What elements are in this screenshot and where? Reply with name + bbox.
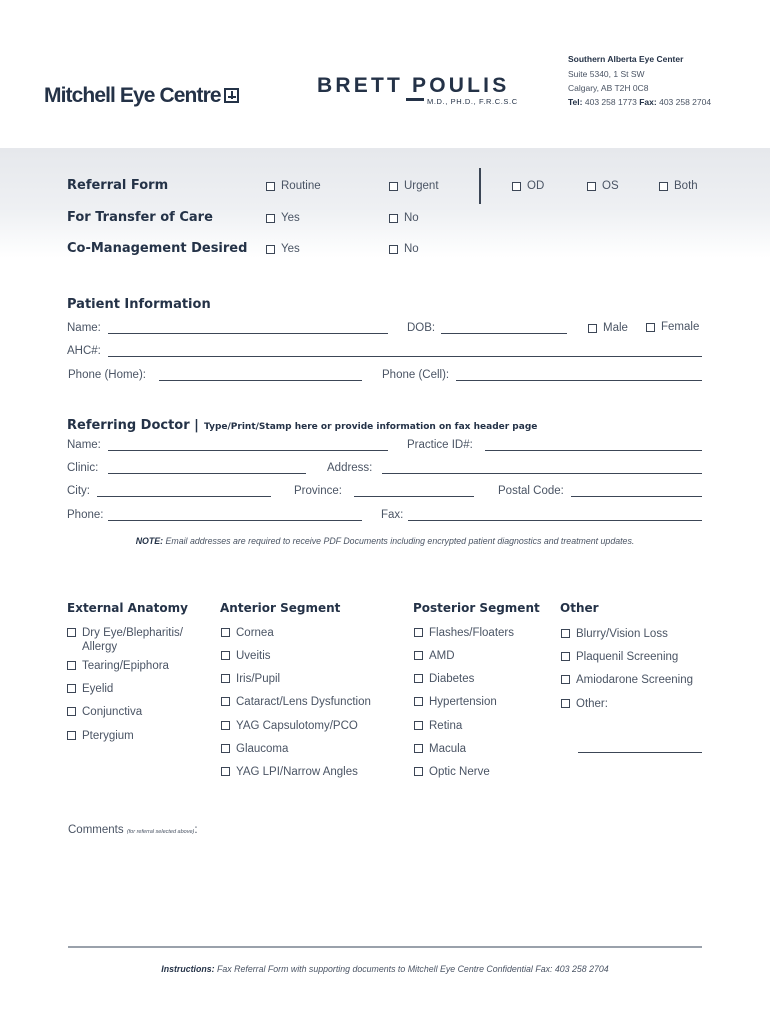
email-note: NOTE: Email addresses are required to receive PDF Documents including encrypted patient diagnostics and treatment updates. (135, 536, 635, 546)
checkbox-icon (221, 697, 230, 706)
city-label: City: (67, 485, 90, 497)
checkbox-icon (414, 744, 423, 753)
footer-rule (68, 946, 702, 948)
checkbox-icon (389, 182, 398, 191)
doctor-phone-field[interactable] (108, 520, 362, 521)
clinic-field[interactable] (108, 473, 306, 474)
postal-code-field[interactable] (571, 496, 702, 497)
referring-doctor-title: Referring Doctor | (67, 418, 199, 433)
posterior-item-flashes[interactable]: Flashes/Floaters (414, 626, 514, 640)
checkbox-icon (659, 182, 668, 191)
checkbox-icon (266, 182, 275, 191)
address-phone: Tel: 403 258 1773 Fax: 403 258 2704 (568, 97, 712, 107)
referring-doctor-subtitle: Type/Print/Stamp here or provide information on fax header page (204, 422, 538, 432)
address-field[interactable] (382, 473, 702, 474)
anterior-item-cornea[interactable]: Cornea (221, 626, 274, 640)
checkbox-icon (389, 214, 398, 223)
posterior-item-optic-nerve[interactable]: Optic Nerve (414, 765, 490, 779)
patient-dob-label: DOB: (407, 322, 436, 334)
clinic-label: Clinic: (67, 462, 99, 474)
checkbox-icon (414, 651, 423, 660)
od-checkbox[interactable]: OD (512, 180, 544, 192)
checkbox-icon (561, 652, 570, 661)
anterior-item-yag-lpi[interactable]: YAG LPI/Narrow Angles (221, 765, 358, 779)
doctor-fax-field[interactable] (408, 520, 702, 521)
patient-dob-field[interactable] (441, 333, 567, 334)
anterior-item-iris-pupil[interactable]: Iris/Pupil (221, 672, 280, 686)
co-management-label: Co-Management Desired (67, 241, 248, 256)
posterior-item-macula[interactable]: Macula (414, 742, 466, 756)
posterior-item-retina[interactable]: Retina (414, 719, 462, 733)
checkbox-icon (646, 323, 655, 332)
posterior-segment-title: Posterior Segment (413, 601, 540, 615)
address-street: Suite 5340, 1 St SW (568, 69, 645, 79)
doctor-credentials: M.D., PH.D., F.R.C.S.C (427, 97, 518, 106)
other-title: Other (560, 601, 599, 615)
other-item-other[interactable]: Other: (561, 697, 608, 711)
checkbox-icon (67, 628, 76, 637)
address-city: Calgary, AB T2H 0C8 (568, 83, 649, 93)
comanagement-no-checkbox[interactable]: No (389, 243, 419, 255)
phone-home-field[interactable] (159, 380, 362, 381)
postal-code-label: Postal Code: (498, 485, 564, 497)
doctor-name: BRETT POULIS (317, 74, 510, 97)
comments-label: Comments (for referral selected above): (68, 824, 198, 836)
checkbox-icon (414, 697, 423, 706)
checkbox-icon (67, 684, 76, 693)
phone-cell-field[interactable] (456, 380, 702, 381)
checkbox-icon (67, 707, 76, 716)
anterior-item-uveitis[interactable]: Uveitis (221, 649, 271, 663)
anterior-item-glaucoma[interactable]: Glaucoma (221, 742, 288, 756)
posterior-item-hypertension[interactable]: Hypertension (414, 695, 497, 709)
female-checkbox[interactable]: Female (646, 321, 699, 333)
checkbox-icon (561, 699, 570, 708)
checkbox-icon (221, 767, 230, 776)
checkbox-icon (221, 744, 230, 753)
posterior-item-amd[interactable]: AMD (414, 649, 455, 663)
checkbox-icon (67, 731, 76, 740)
mitchell-logo (44, 84, 239, 108)
doctor-name-field[interactable] (108, 450, 388, 451)
routine-checkbox[interactable]: Routine (266, 180, 321, 192)
checkbox-icon (389, 245, 398, 254)
checkbox-icon (561, 629, 570, 638)
ahc-label: AHC#: (67, 345, 101, 357)
transfer-of-care-label: For Transfer of Care (67, 210, 213, 225)
checkbox-icon (221, 651, 230, 660)
checkbox-icon (414, 674, 423, 683)
external-item-dry-eye[interactable]: Dry Eye/Blepharitis/ Allergy (67, 626, 183, 654)
external-item-tearing[interactable]: Tearing/Epiphora (67, 659, 169, 673)
checkbox-icon (266, 214, 275, 223)
external-item-conjunctiva[interactable]: Conjunctiva (67, 705, 142, 719)
logo-cross-icon (224, 88, 239, 103)
anterior-item-yag-capsulotomy[interactable]: YAG Capsulotomy/PCO (221, 719, 358, 733)
phone-home-label: Phone (Home): (68, 369, 146, 381)
other-specify-field[interactable] (578, 752, 702, 753)
practice-id-label: Practice ID#: (407, 439, 473, 451)
comments-area[interactable] (68, 842, 702, 938)
external-item-pterygium[interactable]: Pterygium (67, 729, 134, 743)
city-field[interactable] (97, 496, 271, 497)
transfer-yes-checkbox[interactable]: Yes (266, 212, 300, 224)
doctor-phone-label: Phone: (67, 509, 104, 521)
doctor-fax-label: Fax: (381, 509, 404, 521)
province-field[interactable] (354, 496, 474, 497)
phone-cell-label: Phone (Cell): (382, 369, 450, 381)
both-checkbox[interactable]: Both (659, 180, 698, 192)
checkbox-icon (414, 721, 423, 730)
address-name: Southern Alberta Eye Center (568, 54, 684, 64)
ahc-field[interactable] (108, 356, 702, 357)
other-item-blurry[interactable]: Blurry/Vision Loss (561, 627, 668, 641)
posterior-item-diabetes[interactable]: Diabetes (414, 672, 474, 686)
urgent-checkbox[interactable]: Urgent (389, 180, 439, 192)
checkbox-icon (512, 182, 521, 191)
doctor-name-label: Name: (67, 439, 101, 451)
referring-doctor-heading (67, 414, 537, 433)
patient-name-field[interactable] (108, 333, 388, 334)
external-item-eyelid[interactable]: Eyelid (67, 682, 113, 696)
practice-id-field[interactable] (485, 450, 702, 451)
checkbox-icon (414, 628, 423, 637)
province-label: Province: (294, 485, 342, 497)
other-item-plaquenil[interactable]: Plaquenil Screening (561, 650, 678, 664)
os-checkbox[interactable]: OS (587, 180, 619, 192)
anterior-segment-title: Anterior Segment (220, 601, 341, 615)
checkbox-icon (561, 675, 570, 684)
checkbox-icon (221, 628, 230, 637)
comanagement-yes-checkbox[interactable]: Yes (266, 243, 300, 255)
patient-info-title: Patient Information (67, 297, 211, 312)
referral-form-label: Referral Form (67, 178, 169, 193)
footer-instructions: Instructions: Fax Referral Form with supporting documents to Mitchell Eye Centre Confidential Fax: 403 258 2704 (161, 964, 609, 974)
transfer-no-checkbox[interactable]: No (389, 212, 419, 224)
external-anatomy-title: External Anatomy (67, 601, 188, 615)
doctor-name-bar (406, 98, 424, 101)
vertical-divider (479, 168, 481, 204)
checkbox-icon (587, 182, 596, 191)
other-item-amiodarone[interactable]: Amiodarone Screening (561, 673, 693, 687)
checkbox-icon (588, 324, 597, 333)
address-label: Address: (327, 462, 373, 474)
checkbox-icon (266, 245, 275, 254)
checkbox-icon (67, 661, 76, 670)
checkbox-icon (221, 721, 230, 730)
mitchell-logo-text: Mitchell Eye Centre (44, 84, 221, 107)
checkbox-icon (221, 674, 230, 683)
anterior-item-cataract[interactable]: Cataract/Lens Dysfunction (221, 695, 371, 709)
patient-name-label: Name: (67, 322, 101, 334)
male-checkbox[interactable]: Male (588, 322, 628, 334)
checkbox-icon (414, 767, 423, 776)
